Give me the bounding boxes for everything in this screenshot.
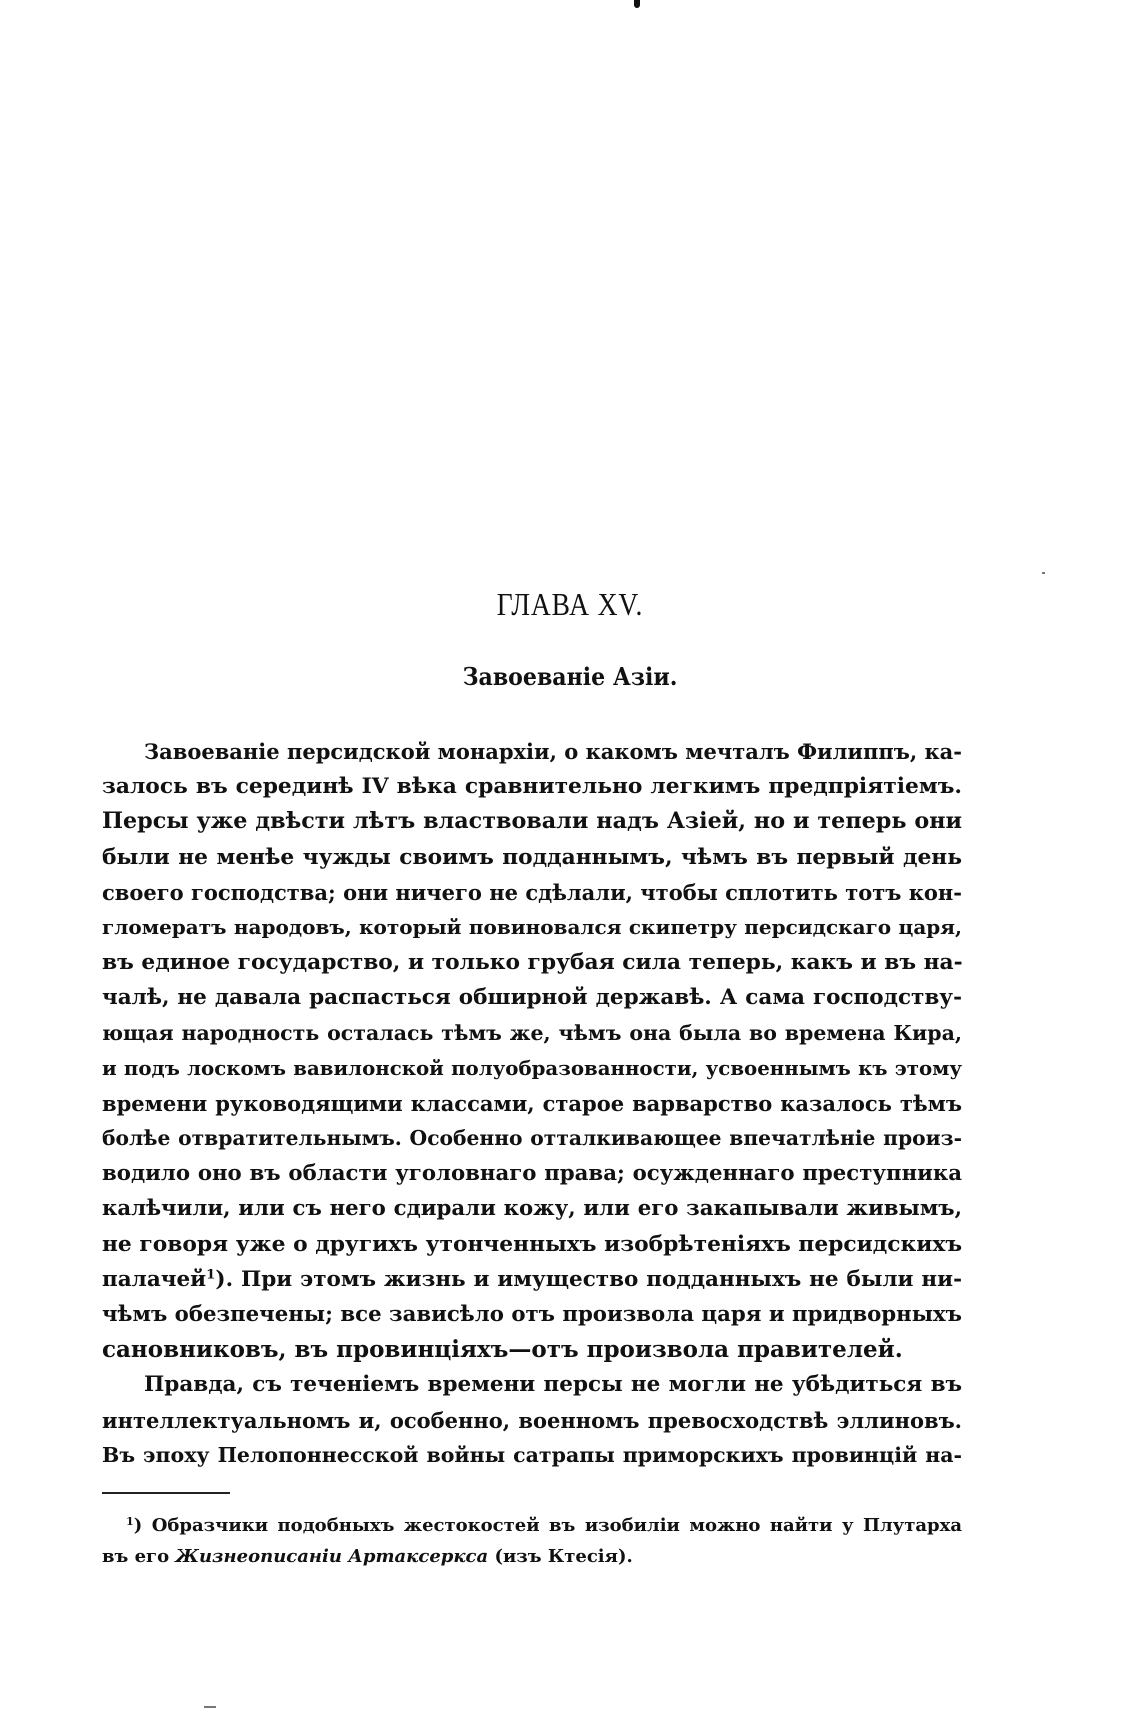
text-line: въ единое государство, и только грубая сила теперь, какъ и въ на- bbox=[102, 950, 963, 976]
printer-mark-side bbox=[1042, 572, 1045, 574]
chapter-title: Завоеваніе Азіи. bbox=[462, 662, 678, 691]
footnote-marker: 1 bbox=[126, 1514, 134, 1528]
text-line: не говоря уже о другихъ утонченныхъ изобрѣтеніяхъ персидскихъ bbox=[102, 1231, 962, 1257]
chapter-body bbox=[102, 734, 962, 1473]
footnote-reference: 1 bbox=[206, 1266, 216, 1283]
footnote-line bbox=[102, 1541, 962, 1572]
footnote-line bbox=[102, 1510, 962, 1541]
text-fragment: палачей bbox=[102, 1266, 207, 1292]
text-line: и подъ лоскомъ вавилонской полуобразованности, усвоеннымъ къ этому bbox=[102, 1055, 962, 1080]
text-line: чалѣ, не давала распасться обширной державѣ. А сама господству- bbox=[102, 985, 962, 1011]
footnote-text: въ его bbox=[102, 1546, 176, 1567]
chapter-number: ГЛАВА XV. bbox=[496, 586, 644, 622]
text-line: Правда, съ теченіемъ времени персы не могли не убѣдиться въ bbox=[144, 1372, 962, 1398]
text-line: сановниковъ, въ провинціяхъ—отъ произвола правителей. bbox=[102, 1336, 903, 1364]
footnote-text: ) Образчики подобныхъ жестокостей въ изобиліи можно найти у Плутарха bbox=[133, 1515, 962, 1536]
text-fragment: ). При этомъ жизнь и имущество подданныхъ не были ни- bbox=[215, 1266, 962, 1292]
text-line: гломератъ народовъ, который повиновался скипетру персидскаго царя, bbox=[102, 914, 962, 939]
footnote-book-title: Жизнеописаніи Артаксеркса bbox=[175, 1546, 489, 1567]
text-line: Завоеваніе персидской монархіи, о какомъ мечталъ Филиппъ, ка- bbox=[144, 739, 962, 764]
text-line: были не менѣе чужды своимъ подданнымъ, чѣмъ въ первый день bbox=[102, 844, 962, 870]
text-line: ющая народность осталась тѣмъ же, чѣмъ она была во времена Кира, bbox=[102, 1020, 962, 1045]
text-line: залось въ серединѣ IV вѣка сравнительно легкимъ предпріятіемъ. bbox=[102, 774, 962, 800]
text-line: Въ эпоху Пелопоннесской войны сатрапы приморскихъ провинцій на- bbox=[102, 1442, 962, 1467]
text-line: водило оно въ области уголовнаго права; осужденнаго преступника bbox=[102, 1161, 962, 1187]
text-line: Персы уже двѣсти лѣтъ властвовали надъ Азіей, но и теперь они bbox=[102, 808, 962, 835]
printer-mark-top bbox=[634, 0, 640, 8]
printer-mark-bottom bbox=[204, 1706, 216, 1708]
text-line: своего господства; они ничего не сдѣлали, чтобы сплотить тотъ кон- bbox=[102, 879, 962, 905]
text-line: калѣчили, или съ него сдирали кожу, или его закапывали живымъ, bbox=[102, 1196, 962, 1222]
text-line: интеллектуальномъ и, особенно, военномъ превосходствѣ эллиновъ. bbox=[102, 1407, 962, 1433]
text-line: чѣмъ обезпечены; все зависѣло отъ произвола царя и придворныхъ bbox=[102, 1302, 962, 1327]
footnote bbox=[102, 1510, 962, 1572]
text-line: болѣе отвратительнымъ. Особенно отталкивающее впечатлѣніе произ- bbox=[102, 1126, 962, 1151]
footnote-text: (изъ Ктесія). bbox=[488, 1546, 633, 1567]
text-line-with-footnote-ref bbox=[102, 1262, 962, 1297]
footnote-divider bbox=[102, 1492, 230, 1494]
text-line: времени руководящими классами, старое варварство казалось тѣмъ bbox=[102, 1090, 962, 1116]
